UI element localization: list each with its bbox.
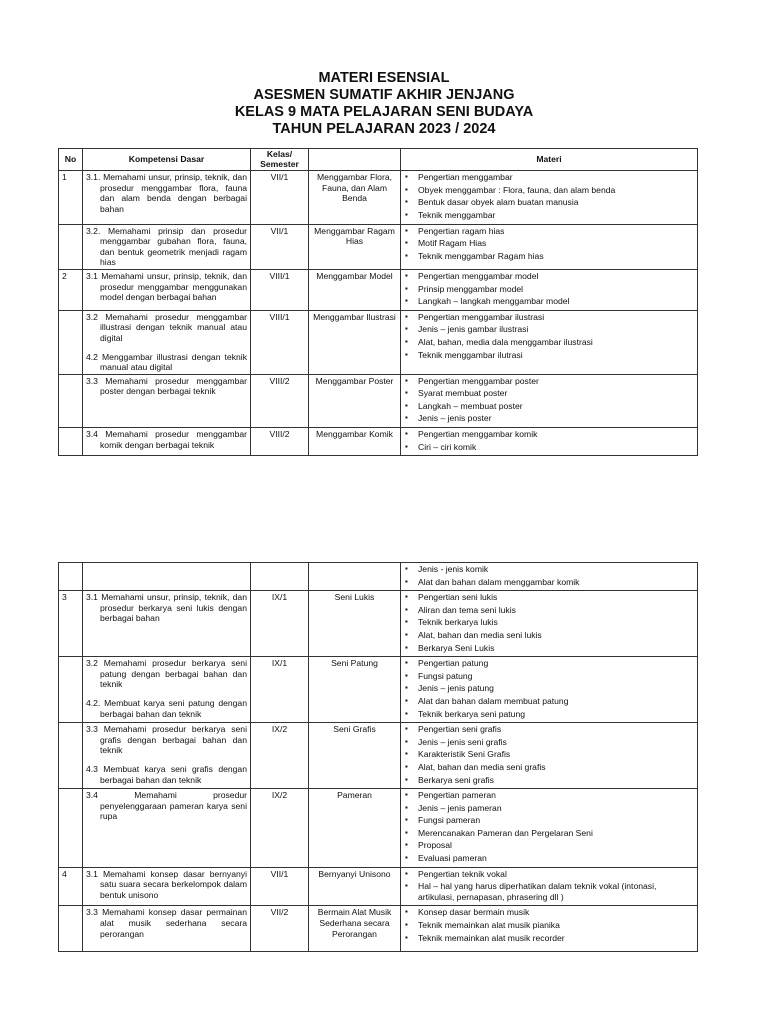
materi-item: ▪ Berkarya seni grafis (404, 775, 694, 786)
judul-materi-cell: Bermain Alat Musik Sederhana secara Perorangan (309, 906, 401, 952)
kompetensi-dasar-cell (83, 906, 251, 952)
row-number (59, 657, 83, 723)
row-number (59, 374, 83, 427)
kompetensi-dasar-text: 4.2. Membuat karya seni patung dengan berbagai bahan dan teknik (86, 697, 247, 719)
header-kompetensi-dasar: Kompetensi Dasar (83, 149, 251, 171)
row-number: 2 (59, 269, 83, 310)
materi-item: ▪ Evaluasi pameran (404, 853, 694, 864)
materi-list (404, 790, 694, 864)
materi-item: ▪ Alat dan bahan dalam menggambar komik (404, 577, 694, 588)
kompetensi-dasar-cell (83, 224, 251, 269)
materi-item: ▪ Jenis - jenis komik (404, 564, 694, 575)
table-row (59, 171, 698, 224)
kompetensi-dasar-cell (83, 867, 251, 906)
row-number (59, 789, 83, 868)
kompetensi-dasar-cell (83, 374, 251, 427)
materi-list (404, 564, 694, 587)
judul-materi-cell: Menggambar Ilustrasi (309, 310, 401, 374)
materi-list (404, 429, 694, 452)
materi-item: ▪ Pengertian teknik vokal (404, 869, 694, 880)
materi-item: ▪ Pengertian menggambar model (404, 271, 694, 282)
kompetensi-dasar-cell (83, 563, 251, 591)
materi-cell (401, 224, 698, 269)
materi-item: ▪ Pengertian menggambar poster (404, 376, 694, 387)
materi-list (404, 271, 694, 307)
materi-item: ▪ Alat dan bahan dalam membuat patung (404, 696, 694, 707)
materi-item: ▪ Proposal (404, 840, 694, 851)
materi-item: ▪ Fungsi pameran (404, 815, 694, 826)
materi-item: ▪ Ciri – ciri komik (404, 442, 694, 453)
kompetensi-dasar-text: 3.4 Memahami prosedur menggambar komik dengan berbagai teknik (86, 429, 247, 450)
materi-item: ▪ Teknik memainkan alat musik recorder (404, 933, 694, 944)
materi-item: ▪ Aliran dan tema seni lukis (404, 605, 694, 616)
kompetensi-dasar-text: 3.2. Memahami prinsip dan prosedur menggambar gubahan flora, fauna, dan bentuk geometrik menjadi ragam hias (86, 225, 247, 268)
title-line-2: ASESMEN SUMATIF AKHIR JENJANG (253, 87, 515, 103)
materi-item: ▪ Pengertian patung (404, 658, 694, 669)
materi-item: ▪ Teknik menggambar Ragam hias (404, 251, 694, 262)
table-row (59, 723, 698, 789)
materi-table-page-2 (58, 562, 698, 952)
kompetensi-dasar-cell (83, 269, 251, 310)
materi-item: ▪ Langkah – langkah menggambar model (404, 296, 694, 307)
materi-item: ▪ Obyek menggambar : Flora, fauna, dan alam benda (404, 185, 694, 196)
table-row (59, 269, 698, 310)
kelas-semester-cell: VII/1 (251, 867, 309, 906)
materi-table-page-1 (58, 148, 698, 456)
materi-cell (401, 428, 698, 456)
kompetensi-dasar-text: 3.1. Memahami unsur, prinsip, teknik, dan prosedur menggambar flora, fauna dan alam benda dengan berbagai bahan (86, 172, 247, 214)
kelas-semester-cell: VIII/1 (251, 269, 309, 310)
table-row (59, 310, 698, 374)
materi-list (404, 226, 694, 262)
materi-item: ▪ Jenis – jenis patung (404, 683, 694, 694)
judul-materi-cell: Seni Grafis (309, 723, 401, 789)
materi-item: ▪ Motif Ragam Hias (404, 238, 694, 249)
kelas-semester-cell: VIII/2 (251, 428, 309, 456)
materi-cell (401, 310, 698, 374)
materi-item: ▪ Pengertian menggambar komik (404, 429, 694, 440)
title-line-1: MATERI ESENSIAL (318, 70, 450, 86)
table-row (59, 374, 698, 427)
title-line-3: KELAS 9 MATA PELAJARAN SENI BUDAYA (234, 104, 534, 120)
materi-item: ▪ Teknik berkarya lukis (404, 617, 694, 628)
row-number (59, 563, 83, 591)
materi-cell (401, 563, 698, 591)
materi-item: ▪ Pengertian pameran (404, 790, 694, 801)
materi-item: ▪ Teknik menggambar (404, 210, 694, 221)
materi-item: ▪ Jenis – jenis poster (404, 413, 694, 424)
kelas-semester-cell: VIII/1 (251, 310, 309, 374)
kompetensi-dasar-text: 3.1 Memahami unsur, prinsip, teknik, dan prosedur menggambar menggunakan model dengan berbagai bahan (86, 270, 247, 303)
row-number (59, 224, 83, 269)
judul-materi-cell: Bernyanyi Unisono (309, 867, 401, 906)
materi-item: ▪ Jenis – jenis seni grafis (404, 737, 694, 748)
judul-materi-cell: Menggambar Model (309, 269, 401, 310)
judul-materi-cell: Menggambar Poster (309, 374, 401, 427)
header-materi: Materi (401, 149, 698, 171)
materi-item: ▪ Teknik berkarya seni patung (404, 709, 694, 720)
materi-list (404, 658, 694, 719)
kompetensi-dasar-cell (83, 789, 251, 868)
judul-materi-cell: Pameran (309, 789, 401, 868)
kompetensi-dasar-text: 3.3 Memahami prosedur menggambar poster dengan berbagai teknik (86, 375, 247, 397)
kelas-semester-cell: IX/1 (251, 591, 309, 657)
materi-list (404, 592, 694, 653)
materi-cell (401, 657, 698, 723)
materi-cell (401, 867, 698, 906)
materi-item: ▪ Pengertian menggambar ilustrasi (404, 312, 694, 323)
document-title-block (0, 70, 768, 138)
kelas-semester-cell: VII/1 (251, 224, 309, 269)
table-row (59, 563, 698, 591)
table-row (59, 867, 698, 906)
kelas-semester-cell: VII/2 (251, 906, 309, 952)
kompetensi-dasar-cell (83, 657, 251, 723)
kelas-semester-cell: IX/2 (251, 789, 309, 868)
materi-list (404, 724, 694, 785)
table-body-page-1 (59, 171, 698, 456)
materi-cell (401, 789, 698, 868)
materi-item: ▪ Hal – hal yang harus diperhatikan dalam teknik vokal (intonasi, artikulasi, pernapasan, phrasering dll ) (404, 881, 694, 902)
materi-item: ▪ Pengertian seni lukis (404, 592, 694, 603)
row-number (59, 428, 83, 456)
materi-item: ▪ Teknik menggambar ilutrasi (404, 350, 694, 361)
materi-item: ▪ Langkah – membuat poster (404, 401, 694, 412)
materi-cell (401, 591, 698, 657)
table-row (59, 428, 698, 456)
kompetensi-dasar-cell (83, 428, 251, 456)
header-no: No (59, 149, 83, 171)
judul-materi-cell: Menggambar Ragam Hias (309, 224, 401, 269)
kompetensi-dasar-cell (83, 591, 251, 657)
table-row (59, 591, 698, 657)
materi-item: ▪ Pengertian ragam hias (404, 226, 694, 237)
materi-item: ▪ Berkarya Seni Lukis (404, 643, 694, 654)
materi-list (404, 172, 694, 220)
kompetensi-dasar-cell (83, 310, 251, 374)
header-kelas-semester: Kelas/ Semester (251, 149, 309, 171)
materi-cell (401, 374, 698, 427)
kompetensi-dasar-cell (83, 171, 251, 224)
judul-materi-cell: Menggambar Flora, Fauna, dan Alam Benda (309, 171, 401, 224)
table-body-page-2 (59, 563, 698, 952)
materi-item: ▪ Jenis – jenis pameran (404, 803, 694, 814)
table-row (59, 906, 698, 952)
judul-materi-cell (309, 563, 401, 591)
kompetensi-dasar-text: 4.2 Menggambar illustrasi dengan teknik manual atau digital (86, 351, 247, 373)
kompetensi-dasar-text: 3.1 Memahami konsep dasar bernyanyi satu suara secara berkelompok dalam bentuk unisono (86, 868, 247, 900)
materi-cell (401, 723, 698, 789)
judul-materi-cell: Seni Lukis (309, 591, 401, 657)
row-number (59, 723, 83, 789)
header-judul (309, 149, 401, 171)
materi-item: ▪ Alat, bahan, media dala menggambar ilustrasi (404, 337, 694, 348)
materi-item: ▪ Fungsi patung (404, 671, 694, 682)
row-number: 1 (59, 171, 83, 224)
kompetensi-dasar-text: 3.2 Memahami prosedur berkarya seni patung dengan berbagai bahan dan teknik (86, 658, 247, 690)
table-row (59, 789, 698, 868)
kompetensi-dasar-text: 4.3 Membuat karya seni grafis dengan berbagai bahan dan teknik (86, 763, 247, 785)
kompetensi-dasar-text: 3.3 Memahami prosedur berkarya seni grafis dengan berbagai bahan dan teknik (86, 724, 247, 756)
materi-list (404, 312, 694, 360)
materi-list (404, 907, 694, 943)
judul-materi-cell: Seni Patung (309, 657, 401, 723)
row-number (59, 906, 83, 952)
materi-item: ▪ Prinsip menggambar model (404, 284, 694, 295)
kelas-semester-cell: VII/1 (251, 171, 309, 224)
materi-item: ▪ Karakteristik Seni Grafis (404, 749, 694, 760)
judul-materi-cell: Menggambar Komik (309, 428, 401, 456)
materi-item: ▪ Teknik memainkan alat musik pianika (404, 920, 694, 931)
materi-list (404, 869, 694, 903)
materi-item: ▪ Pengertian seni grafis (404, 724, 694, 735)
kelas-semester-cell: IX/2 (251, 723, 309, 789)
materi-cell (401, 171, 698, 224)
materi-cell (401, 906, 698, 952)
kelas-semester-cell: IX/1 (251, 657, 309, 723)
materi-item: ▪ Alat, bahan dan media seni lukis (404, 630, 694, 641)
materi-item: ▪ Merencanakan Pameran dan Pergelaran Seni (404, 828, 694, 839)
table-row (59, 224, 698, 269)
materi-list (404, 376, 694, 424)
row-number: 3 (59, 591, 83, 657)
materi-item: ▪ Jenis – jenis gambar ilustrasi (404, 324, 694, 335)
kelas-semester-cell: VIII/2 (251, 374, 309, 427)
kompetensi-dasar-cell (83, 723, 251, 789)
kompetensi-dasar-text: 3.1 Memahami unsur, prinsip, teknik, dan prosedur berkarya seni lukis dengan berbagai bahan (86, 592, 247, 624)
materi-item: ▪ Alat, bahan dan media seni grafis (404, 762, 694, 773)
materi-item: ▪ Pengertian menggambar (404, 172, 694, 183)
title-line-4: TAHUN PELAJARAN 2023 / 2024 (272, 121, 496, 137)
kelas-semester-cell (251, 563, 309, 591)
materi-item: ▪ Syarat membuat poster (404, 388, 694, 399)
kompetensi-dasar-text: 3.2 Memahami prosedur menggambar illustrasi dengan teknik manual atau digital (86, 311, 247, 343)
table-row (59, 657, 698, 723)
materi-cell (401, 269, 698, 310)
kompetensi-dasar-text: 3.4 Memahami prosedur penyelenggaraan pameran karya seni rupa (86, 790, 247, 822)
kompetensi-dasar-text: 3.3 Memahami konsep dasar permainan alat musik sederhana secara perorangan (86, 907, 247, 939)
materi-item: ▪ Bentuk dasar obyek alam buatan manusia (404, 197, 694, 208)
row-number: 4 (59, 867, 83, 906)
materi-item: ▪ Konsep dasar bermain musik (404, 907, 694, 918)
row-number (59, 310, 83, 374)
